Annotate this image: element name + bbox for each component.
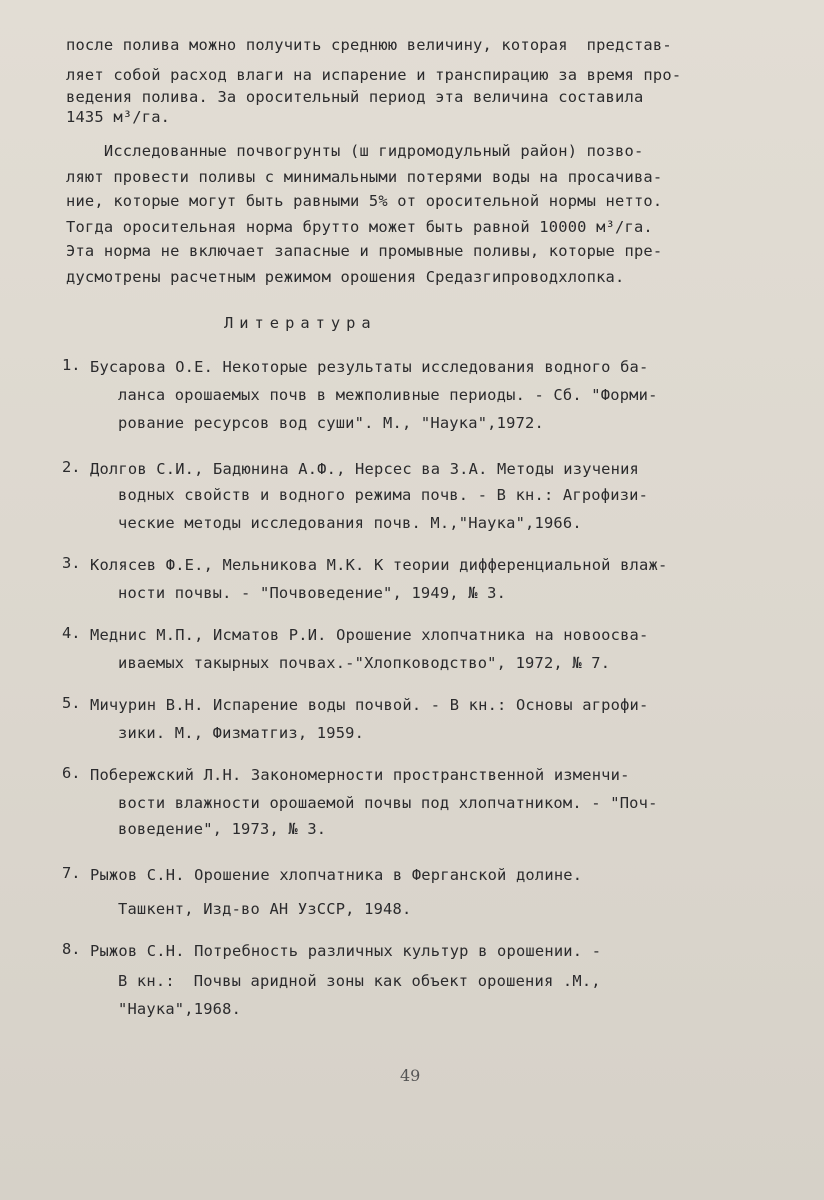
paragraph-line: ведения полива. За оросительный период эта величина составила — [66, 88, 644, 106]
reference-line: "Наука",1968. — [118, 1000, 242, 1018]
reference-number: 2. — [62, 458, 81, 476]
reference-line: Побережский Л.Н. Закономерности пространственной изменчи- — [90, 766, 630, 784]
paragraph-line: дусмотрены расчетным режимом орошения Средазгипроводхлопка. — [66, 268, 625, 286]
reference-line: Колясев Ф.Е., Мельникова М.К. К теории дифференциальной влаж- — [90, 556, 668, 574]
reference-number: 7. — [62, 864, 81, 882]
reference-number: 3. — [62, 554, 81, 572]
reference-line: Рыжов С.Н. Потребность различных культур в орошении. - — [90, 942, 602, 960]
reference-line: вости влажности орошаемой почвы под хлопчатником. - "Поч- — [118, 794, 658, 812]
page-number: 49 — [400, 1066, 421, 1085]
reference-line: зики. М., Физматгиз, 1959. — [118, 724, 365, 742]
paragraph-line: Эта норма не включает запасные и промывные поливы, которые пре- — [66, 242, 663, 260]
paragraph-line: ляет собой расход влаги на испарение и транспирацию за время про- — [66, 66, 682, 84]
reference-line: Мичурин В.Н. Испарение воды почвой. - В кн.: Основы агрофи- — [90, 696, 649, 714]
reference-line: ланса орошаемых почв в межполивные периоды. - Сб. "Форми- — [118, 386, 658, 404]
reference-number: 5. — [62, 694, 81, 712]
reference-line: иваемых такырных почвах.-"Хлопководство", 1972, № 7. — [118, 654, 611, 672]
paragraph-line: 1435 м³/га. — [66, 108, 171, 126]
reference-number: 6. — [62, 764, 81, 782]
reference-number: 4. — [62, 624, 81, 642]
reference-number: 8. — [62, 940, 81, 958]
paragraph-line: после полива можно получить среднюю величину, которая представ- — [66, 36, 672, 54]
paragraph-line: ние, которые могут быть равными 5% от оросительной нормы нетто. — [66, 192, 663, 210]
reference-line: В кн.: Почвы аридной зоны как объект орошения .М., — [118, 972, 601, 990]
paragraph-line: ляют провести поливы с минимальными потерями воды на просачива- — [66, 168, 663, 186]
reference-line: водных свойств и водного режима почв. - В кн.: Агрофизи- — [118, 486, 649, 504]
reference-line: Меднис М.П., Исматов Р.И. Орошение хлопчатника на новоосва- — [90, 626, 649, 644]
reference-line: рование ресурсов вод суши". М., "Наука",1972. — [118, 414, 544, 432]
reference-line: воведение", 1973, № 3. — [118, 820, 327, 838]
reference-line: Бусарова О.Е. Некоторые результаты исследования водного ба- — [90, 358, 649, 376]
literature-heading: Литература — [224, 314, 377, 332]
reference-line: ческие методы исследования почв. М.,"Наука",1966. — [118, 514, 582, 532]
reference-line: Долгов С.И., Бадюнина А.Ф., Нерсес ва З.А. Методы изучения — [90, 460, 640, 478]
reference-line: Рыжов С.Н. Орошение хлопчатника в Ферганской долине. — [90, 866, 583, 884]
paragraph-line: Исследованные почвогрунты (ш гидромодульный район) позво- — [66, 142, 644, 160]
paragraph-line: Тогда оросительная норма брутто может быть равной 10000 м³/га. — [66, 218, 653, 236]
reference-line: ности почвы. - "Почвоведение", 1949, № 3. — [118, 584, 507, 602]
reference-line: Ташкент, Изд-во АН УзССР, 1948. — [118, 900, 412, 918]
reference-number: 1. — [62, 356, 81, 374]
